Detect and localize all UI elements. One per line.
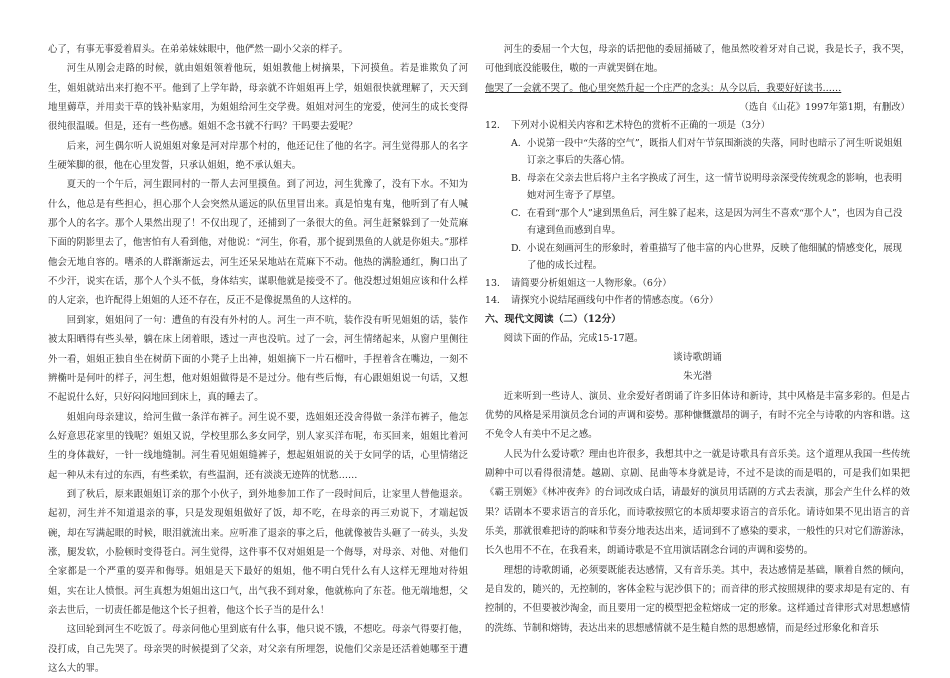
question-stem: 下列对小说相关内容和艺术特色的赏析不正确的一项是（3分） <box>511 120 771 132</box>
section-heading: 六、现代文阅读（二）（12分） <box>485 313 622 325</box>
option-a <box>485 135 910 170</box>
article-paragraph: 理想的诗歌朗诵，必须要既能表达感情，又有音乐美。其中，表达感情是基础，顺着自然的倾向，是自发的，随兴的，无控制的，客体金粒与泥沙俱下的；而音律的形式按照规律的要求却是有定的、有控制的，不但要被沙淘金，而且要用一定的模型把金粒熔成一定的形象。这样通过音律形式对思想感情的洗练、节制和熔铸，表达出来的思想感情就不是生糙自然的思想感情，而是经过形象化和音乐 <box>485 564 910 634</box>
option-label: A. <box>511 137 521 149</box>
option-label: D. <box>511 242 522 254</box>
option-text: 母亲在父亲去世后将户主名字换成了河生，这一情节说明母亲深受传统观念的影响，也表明她对河生寄予了厚望。 <box>527 172 903 202</box>
option-d <box>485 240 910 275</box>
story-paragraph: 河生的委屈一个大包，母亲的话把他的委屈捅破了，他虽然咬着牙对自己说，我是长子，我不哭，可他到底没能吸住，嗷的一声就哭倒在地。 <box>485 44 910 75</box>
left-column <box>48 40 468 678</box>
option-text: 小说第一段中“失落的空气”，既指人们对午节氛围渐淡的失落，同时也暗示了河生听说姐姐订亲之事后的失落心情。 <box>527 137 903 167</box>
article-title: 谈诗歌朗诵 <box>673 352 722 364</box>
underlined-sentence: 他哭了一会就不哭了。他心里突然升起一个庄严的念头：从今以后，我要好好读书…… <box>485 82 842 94</box>
story-paragraph: 后来，河生偶尔听人说姐姐对象是河对岸那个村的，他还记住了他的名字。河生觉得那人的名字生硬笨脚的很，他在心里发誓，只承认姐姐，绝不承认姐夫。 <box>48 140 468 172</box>
option-text: 在看到“那个人”逮到黑鱼后，河生躲了起来，这是因为河生不喜欢“那个人”，也因为自己没有逮到鱼而感到自卑。 <box>527 207 903 237</box>
question-13 <box>485 275 910 293</box>
source-citation: （选自《山花》1997年第1期，有删改） <box>739 102 910 114</box>
story-paragraph: 姐姐向母亲建议，给河生做一条洋布裤子。河生说不要，选姐姐还没舍得做一条洋布裤子，他怎么好意思花家里的钱呢？姐姐又说，学校里那么多女同学，别人家买洋布呢，布买回来，姐姐比着河生的身体裁好，一针一线地缝制。河生看见姐姐缝裤子，想起姐姐说的关于女同学的话，心里情绪泛起一种从未有过的东西，有些柔软，有些温润，还有淡淡无迹阵的忧愁…… <box>48 411 468 481</box>
question-number: 14. <box>485 295 500 307</box>
right-column <box>485 40 910 638</box>
story-ending-underlined <box>485 79 910 98</box>
question-14 <box>485 292 910 310</box>
question-text: 请探究小说结尾画线句中作者的情感态度。（6分） <box>511 295 719 307</box>
option-label: B. <box>511 172 521 184</box>
option-b <box>485 170 910 205</box>
story-paragraph: 河生从刚会走路的时候，就由姐姐领着他玩，姐姐教他上树摘果，下河摸鱼。若是谁欺负了河生，姐姐就站出来打抱不平。他到了上学年龄，母亲就不许姐姐再上学，姐姐很快就理解了，天天到地里薅草，并用卖干草的钱补贴家用，为姐姐给河生交学费。姐姐对河生的宠爱，使河生的成长变得很纯很温暖。但是，还有一些伤感。姐姐不念书就不行吗？干吗要去爱呢？ <box>48 63 468 133</box>
article-paragraph: 近来听到一些诗人、演员、业余爱好者朗诵了许多旧体诗和新诗，其中风格是丰富多彩的。但是占优势的风格是采用演员念台词的声调和姿势。那种慷慨激昂的调子，有时不完全与诗歌的内容和谐。这不免令人有美中不足之感。 <box>485 390 910 441</box>
question-number: 12. <box>485 120 500 132</box>
question-text: 请简要分析姐姐这一人物形象。（6分） <box>511 277 672 289</box>
article-paragraph: 人民为什么爱诗歌？理由也许很多，我想其中之一就是诗歌具有音乐美。这个道理从我国一些传统剧种中可以看得很清楚。越剧、京剧、昆曲等本身就是诗，不过不是读的而是唱的，可是我们如果把《霸王别姬》《林冲夜奔》的台词改成白话，请最好的演员用话剧的方式去表演，那会产生什么样的效果？话剧本不要求语言的音乐化，而诗歌按照它的本质却要求语言的音乐化。请诗如果不见出语言的音乐美，那就很难把诗的韵味和节奏分地表达出来，适词到不了感染的要求，一般性的只对它们游游泳，长久也用不不在，在我看来，朗诵诗歌是不宜用演话剧念台词的声调和姿势的。 <box>485 448 910 557</box>
question-12 <box>485 117 910 135</box>
option-c <box>485 205 910 240</box>
story-paragraph: 心了，有事无事爱着眉头。在弟弟妹妹眼中，他俨然一副小父亲的样子。 <box>48 44 349 55</box>
story-paragraph: 夏天的一个午后，河生跟同村的一帮人去河里摸鱼。到了河边，河生犹豫了，没有下水。不知为什么，他总是有些担心，担心那个人会突然从遥远的队伍里冒出来。真是怕鬼有鬼，他听到了有人喊那个人的名字。那个人果然出现了！不仅出现了，还捕到了一条很大的鱼。河生赶紧躲到了一处荒麻下面的阴影里去了，他害怕有人看到他，对他说：“河生，你看，那个捉到黑鱼的人就是你姐夫。”那样他会无地自容的。嗜杀的人群渐渐远去，河生还呆呆地站在荒麻下不动。他热的满脸通红，胸口出了不少汗，说实在话，那个人个头不低，身体结实，谋职他就是接受不了。他没想过姐姐应该和什么样的人定亲，也许配得上姐姐的人还不存在，反正不是像捉黑鱼的人这样的。 <box>48 179 468 307</box>
article-author: 朱光潜 <box>683 371 712 383</box>
section-instruction: 阅读下面的作品，完成15-17题。 <box>503 332 644 344</box>
option-text: 小说在刻画河生的形象时，着重描写了他丰富的内心世界，反映了他细腻的情感变化，展现了他的成长过程。 <box>527 242 903 272</box>
question-number: 13. <box>485 277 500 289</box>
story-paragraph: 到了秋后，原来跟姐姐订亲的那个小伙子，到外地参加工作了一段时间后，让家里人替他退亲。起初，河生并不知道退亲的事，只是发现姐姐做好了饭，却不吃，在母亲的再三劝说下，才端起饭碗，却在写满起眼的时候，眼泪就流出来。应听准了退亲的事之后，他就像被告头砸了一砖头，头发涨，腿发软，小脸顿时变得苍白。河生觉得，这件事不仅对姐姐是一个侮辱，对母亲、对他、对他们全家都是一个严重的耍弄和侮辱。姐姐是天下最好的姐姐，他不明白凭什么有人这样无理地对待姐姐，实在让人愤恨。河生真想为姐姐出这口气，出气我不到对象，他就栋向了东苍。他无端地想，父亲去世后，一切责任都是他这个长子担着，他这个长子当的是什么！ <box>48 488 468 616</box>
story-paragraph: 回到家，姐姐问了一句：遭鱼的有没有外村的人。河生一声不吭，装作没有听见姐姐的话，装作被太阳晒得有些头晕，躺在床上闭着眼，透过一声也没吭。过了一会，河生情绪起来，从窗户里侧往外一看，姐姐正独自坐在树荫下面的小凳子上出神，姐姐摘下一片石榴叶，手捏着含在嘴边，一刻不辨椭叶是何叶的样子，河生想，他对姐姐做得是不是过分。他有些后悔，有心跟姐姐说一句话，又想不起说什么好，只好闷闷地回到床上，真的睡去了。 <box>48 314 468 404</box>
story-paragraph: 这回轮到河生不吃饭了。母亲问他心里到底有什么事，他只说不饿，不想吃。母亲气得要打他，没打成，自己先哭了。母亲哭的时候提到了父亲，对父亲有所埋怨，说他们父亲是还活着她哪至于遭这么大的罪。 <box>48 624 468 674</box>
option-label: C. <box>511 207 521 219</box>
